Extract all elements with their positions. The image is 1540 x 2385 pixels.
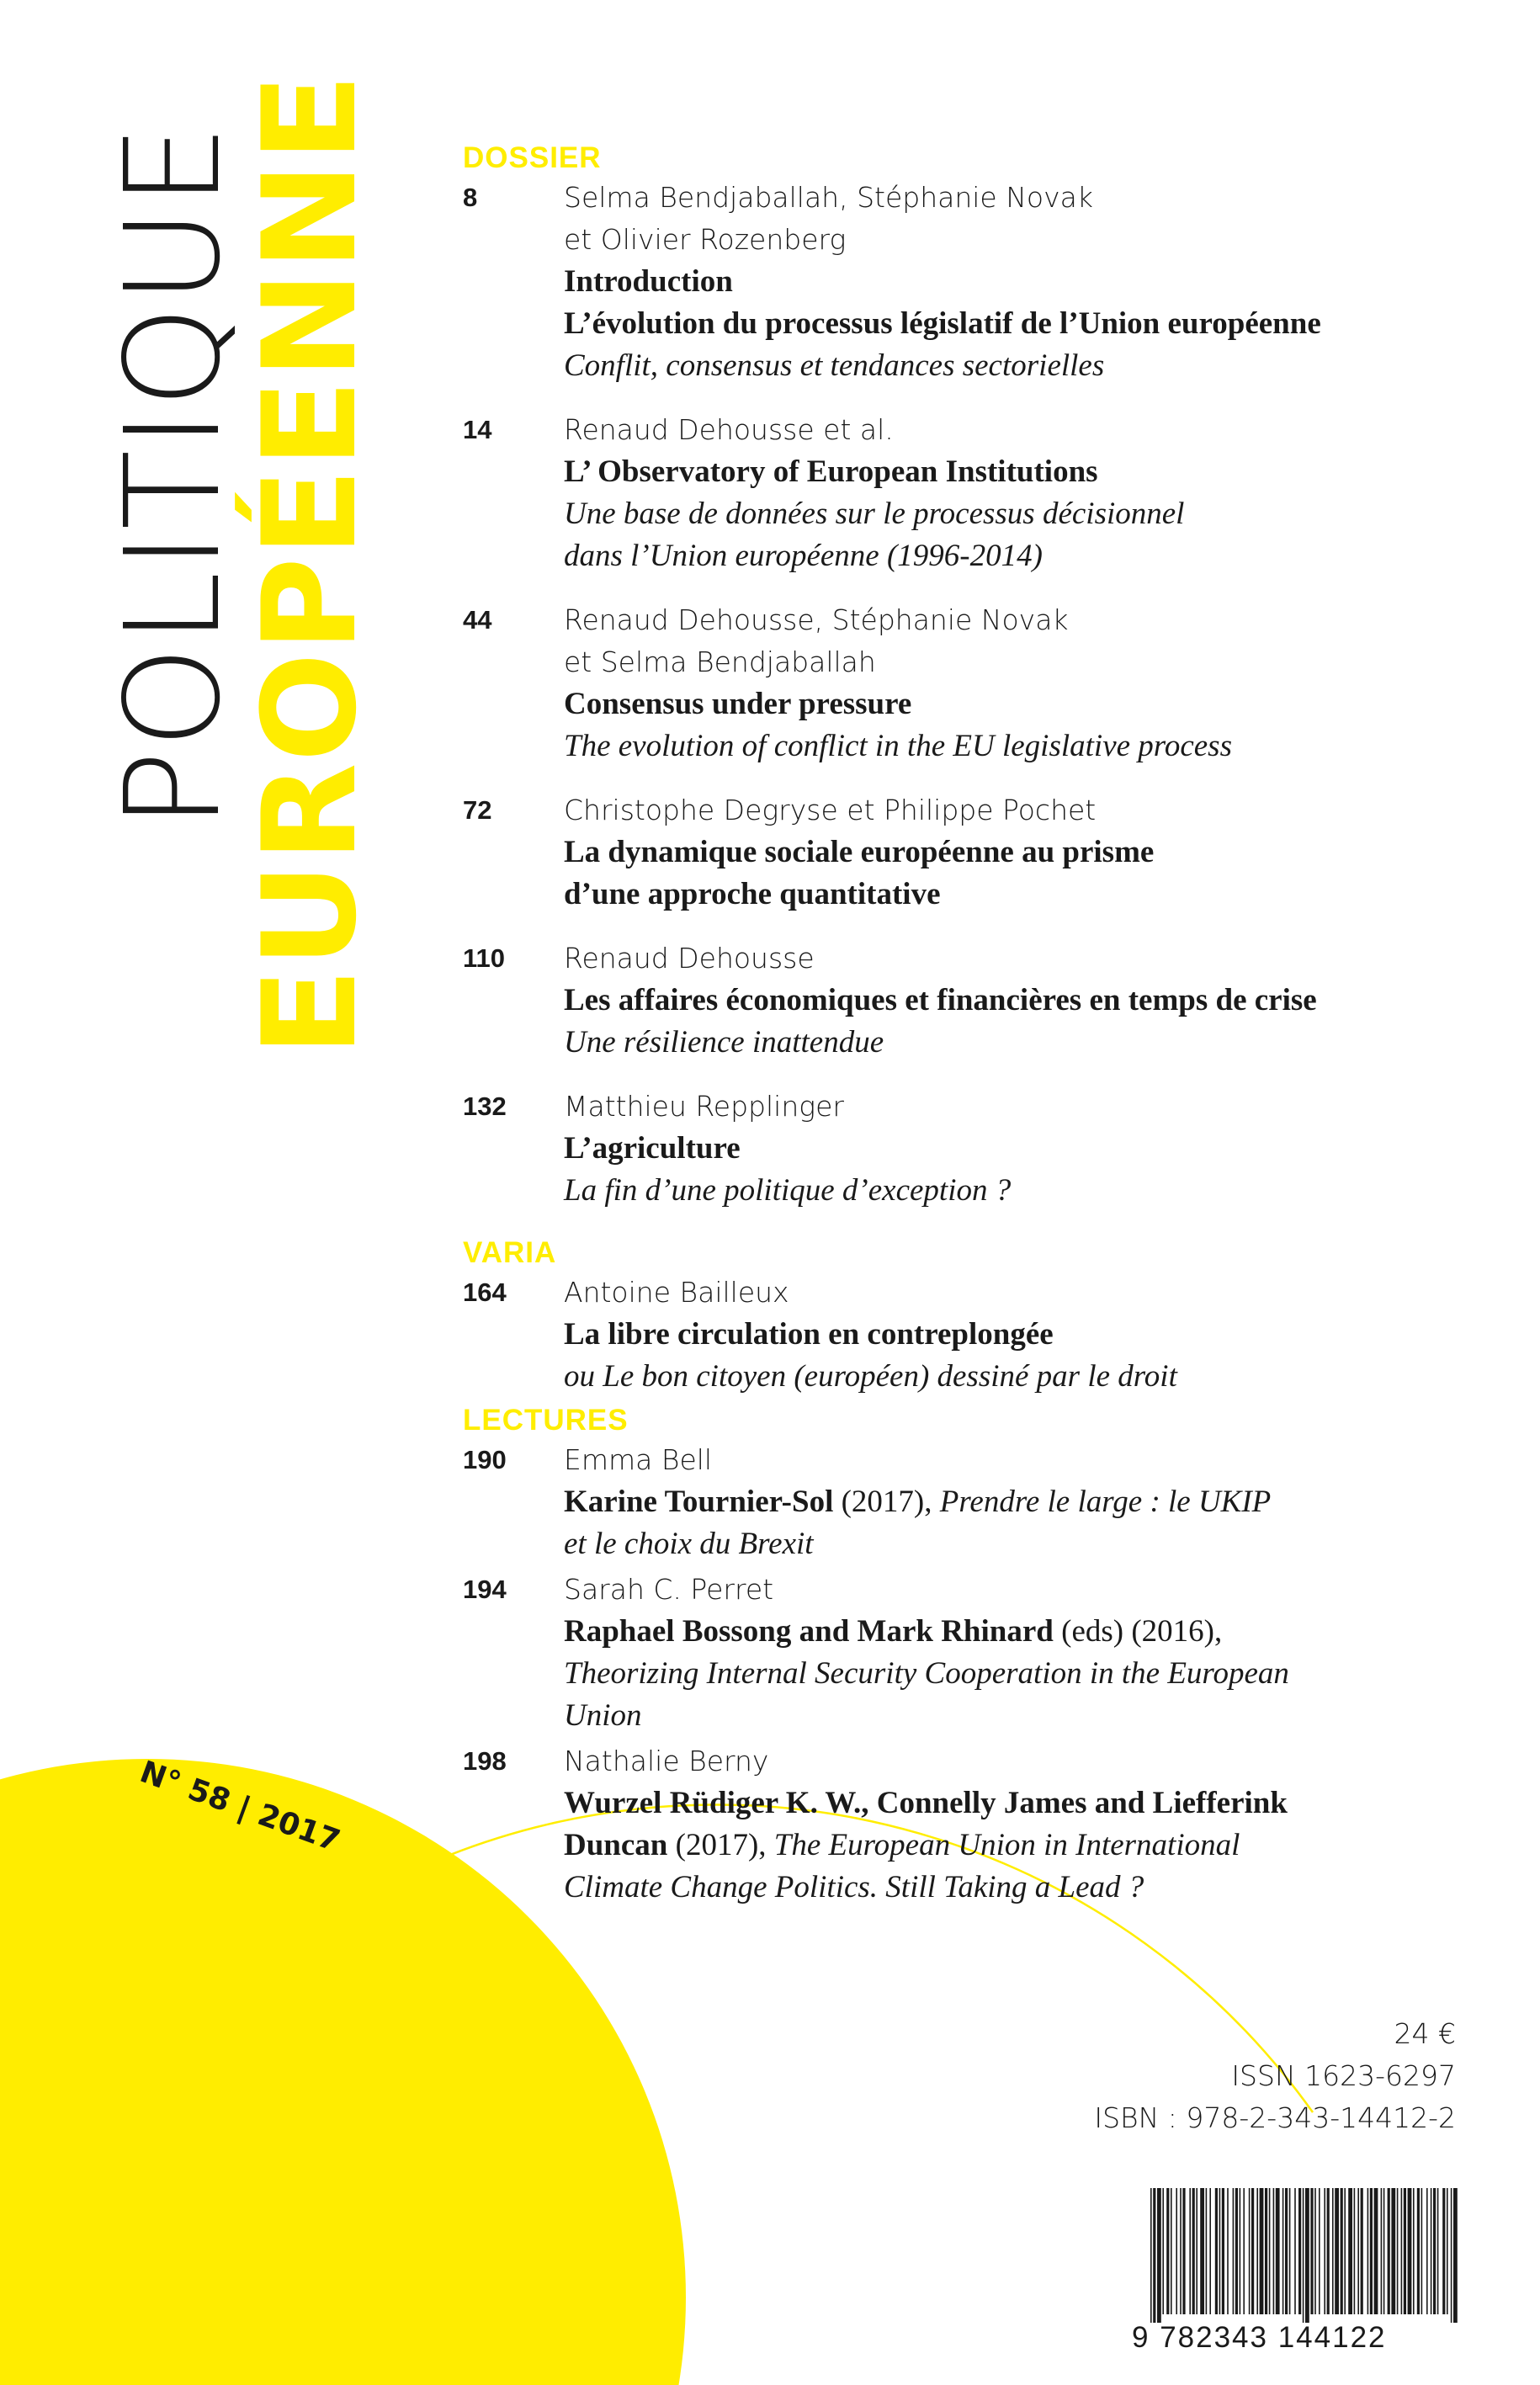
toc-entry — [463, 789, 1498, 916]
book-author: Duncan — [564, 1828, 668, 1862]
publication-meta — [1094, 2013, 1456, 2139]
barcode-bar — [1437, 2188, 1439, 2314]
book-title: Climate Change Politics. Still Taking a Lead ? — [564, 1870, 1144, 1904]
entry-body — [564, 409, 1498, 577]
reviewer-name: Emma Bell — [564, 1443, 713, 1476]
entry-body — [564, 1569, 1498, 1737]
barcode-bar — [1303, 2188, 1304, 2323]
entry-body — [564, 599, 1498, 768]
barcode-bar — [1401, 2188, 1403, 2314]
barcode-bar — [1227, 2188, 1229, 2314]
barcode-bar — [1335, 2188, 1339, 2314]
barcode-bar — [1413, 2188, 1415, 2314]
barcode-bar — [1367, 2188, 1369, 2314]
entry-body — [564, 938, 1498, 1064]
article-subtitle-line: Une base de données sur le processus décisionnel — [564, 497, 1185, 531]
reviewed-book-line — [564, 1695, 1498, 1737]
barcode-bar — [1404, 2188, 1406, 2314]
article-subtitle-line: Une résilience inattendue — [564, 1025, 884, 1060]
toc-entry — [463, 938, 1498, 1064]
article-subtitle-line: La fin d’une politique d’exception ? — [564, 1173, 1012, 1208]
toc-entry — [463, 177, 1498, 387]
book-title: Prendre le large : le UKIP — [939, 1485, 1272, 1519]
barcode-bar — [1391, 2188, 1395, 2314]
book-info: (eds) (2016), — [1053, 1614, 1223, 1649]
barcode — [1149, 2188, 1460, 2323]
issn: ISSN 1623-6297 — [1231, 2059, 1456, 2092]
barcode-bar — [1447, 2188, 1448, 2314]
reviewed-book-line — [564, 1523, 1498, 1565]
reviewer-name: Sarah C. Perret — [564, 1573, 774, 1606]
barcode-bar — [1442, 2188, 1445, 2314]
barcode-bar — [1397, 2188, 1399, 2314]
page-number: 14 — [463, 415, 492, 444]
reviewed-book-line — [564, 1611, 1498, 1653]
book-title: Union — [564, 1698, 642, 1733]
barcode-bar — [1192, 2188, 1195, 2314]
page-number: 110 — [463, 943, 506, 973]
barcode-bar — [1354, 2188, 1356, 2314]
reviewer-name: Nathalie Berny — [564, 1745, 769, 1777]
barcode-bar — [1426, 2188, 1428, 2314]
barcode-bar — [1324, 2188, 1325, 2314]
article-title-line: L’évolution du processus législatif de l’Union européenne — [564, 306, 1321, 341]
book-info: (2017), — [667, 1828, 774, 1862]
book-title: et le choix du Brexit — [564, 1527, 814, 1561]
article-title-line: La dynamique sociale européenne au prisme — [564, 835, 1155, 869]
barcode-bar — [1305, 2188, 1309, 2323]
barcode-bar — [1219, 2188, 1221, 2314]
entry-body — [564, 1439, 1498, 1565]
author-line: Antoine Bailleux — [564, 1276, 789, 1309]
page-number: 194 — [463, 1575, 507, 1604]
barcode-bar — [1189, 2188, 1191, 2314]
entry-body — [564, 1086, 1498, 1212]
barcode-bar — [1182, 2188, 1185, 2314]
author-line: Renaud Dehousse — [564, 942, 815, 975]
review-entry — [463, 1569, 1498, 1737]
barcode-bar — [1408, 2188, 1412, 2314]
barcode-bar — [1273, 2188, 1275, 2314]
barcode-bar — [1417, 2188, 1420, 2314]
barcode-bar — [1421, 2188, 1423, 2314]
entry-body — [564, 1740, 1498, 1909]
article-subtitle-line: dans l’Union européenne (1996-2014) — [564, 539, 1043, 573]
barcode-bar — [1200, 2188, 1204, 2314]
review-entry — [463, 1740, 1498, 1909]
article-title-line: La libre circulation en contreplongée — [564, 1317, 1054, 1352]
book-author: Raphael Bossong and Mark Rhinard — [564, 1614, 1054, 1649]
toc-entry — [463, 599, 1498, 768]
barcode-digits: 9 782343 144122 — [1132, 2321, 1387, 2354]
page-number: 44 — [463, 605, 492, 635]
section-label-lectures: LECTURES — [463, 1404, 629, 1437]
barcode-bar — [1294, 2188, 1296, 2314]
page-number: 8 — [463, 183, 478, 212]
barcode-bar — [1251, 2188, 1254, 2314]
entry-body — [564, 1272, 1498, 1398]
page-number: 164 — [463, 1277, 507, 1307]
barcode-bar — [1176, 2188, 1177, 2314]
barcode-bar — [1240, 2188, 1241, 2314]
barcode-bar — [1431, 2188, 1432, 2314]
barcode-bar — [1171, 2188, 1172, 2314]
barcode-bar — [1361, 2188, 1363, 2314]
barcode-bar — [1370, 2188, 1373, 2314]
barcode-bar — [1451, 2188, 1452, 2323]
barcode-bar — [1314, 2188, 1316, 2314]
article-title-line: d’une approche quantitative — [564, 877, 941, 911]
barcode-bar — [1162, 2188, 1164, 2314]
barcode-bar — [1249, 2188, 1251, 2314]
barcode-bar — [1332, 2188, 1334, 2314]
barcode-bar — [1260, 2188, 1264, 2314]
barcode-bar — [1327, 2188, 1330, 2314]
reviewed-book-line — [564, 1481, 1498, 1523]
barcode-bar — [1341, 2188, 1343, 2314]
issue-number: N° 58 | 2017 — [135, 1755, 345, 1859]
barcode-bar — [1433, 2188, 1436, 2314]
journal-title-politique: POLITIQUE — [97, 122, 249, 829]
barcode-bar — [1388, 2188, 1390, 2314]
barcode-bar — [1310, 2188, 1313, 2314]
barcode-bar — [1298, 2188, 1301, 2314]
barcode-bar — [1235, 2188, 1238, 2314]
book-title: The European Union in International — [773, 1828, 1240, 1862]
barcode-bar — [1233, 2188, 1235, 2314]
barcode-bar — [1243, 2188, 1245, 2314]
barcode-bar — [1157, 2188, 1161, 2323]
barcode-bar — [1357, 2188, 1359, 2314]
author-line: Matthieu Repplinger — [564, 1090, 844, 1123]
section-label-dossier: DOSSIER — [463, 141, 602, 174]
journal-title-europeenne: EUROPÉENNE — [236, 72, 385, 1056]
barcode-bar — [1453, 2188, 1458, 2323]
article-title-line: L’ Observatory of European Institutions — [564, 454, 1098, 489]
barcode-bar — [1276, 2188, 1280, 2314]
book-author: Karine Tournier-Sol — [564, 1485, 834, 1519]
barcode-bar — [1206, 2188, 1208, 2314]
author-line: Renaud Dehousse, Stéphanie Novak — [564, 603, 1069, 636]
author-line: et Olivier Rozenberg — [564, 223, 847, 256]
barcode-bar — [1209, 2188, 1211, 2314]
barcode-bar — [1319, 2188, 1320, 2314]
page-number: 132 — [463, 1092, 507, 1121]
barcode-bar — [1269, 2188, 1271, 2314]
article-title-line: Consensus under pressure — [564, 687, 912, 721]
barcode-bar — [1289, 2188, 1291, 2314]
toc-entry — [463, 1272, 1498, 1398]
barcode-bar — [1222, 2188, 1224, 2314]
article-subtitle-line: Conflit, consensus et tendances sectorielles — [564, 348, 1105, 383]
toc-entry — [463, 1086, 1498, 1212]
table-of-contents — [463, 139, 1498, 1912]
author-line: Selma Bendjaballah, Stéphanie Novak — [564, 181, 1093, 214]
price: 24 € — [1394, 2017, 1456, 2050]
entry-body — [564, 789, 1498, 916]
barcode-bar — [1180, 2188, 1182, 2314]
reviewed-book-line — [564, 1653, 1498, 1695]
barcode-bar — [1256, 2188, 1258, 2314]
reviewed-book-line — [564, 1867, 1498, 1909]
author-line: Renaud Dehousse et al. — [564, 413, 894, 446]
book-info: (2017), — [833, 1485, 940, 1519]
reviewed-book-line — [564, 1825, 1498, 1867]
barcode-bar — [1344, 2188, 1346, 2314]
author-line: Christophe Degryse et Philippe Pochet — [564, 794, 1097, 826]
barcode-bar — [1150, 2188, 1152, 2323]
barcode-bar — [1381, 2188, 1383, 2314]
page-number: 198 — [463, 1746, 507, 1776]
toc-entry — [463, 409, 1498, 577]
barcode-bar — [1374, 2188, 1378, 2314]
article-title-line: Les affaires économiques et financières en temps de crise — [564, 983, 1317, 1017]
book-author: Wurzel Rüdiger K. W., Connelly James and Liefferink — [564, 1786, 1288, 1820]
barcode-bar — [1383, 2188, 1385, 2314]
barcode-bar — [1215, 2188, 1218, 2314]
entry-body — [564, 177, 1498, 387]
barcode-bar — [1348, 2188, 1352, 2314]
barcode-bar — [1285, 2188, 1288, 2314]
page-number: 72 — [463, 795, 492, 825]
barcode-bar — [1166, 2188, 1169, 2314]
barcode-bar — [1153, 2188, 1155, 2323]
page-number: 190 — [463, 1445, 507, 1474]
barcode-bar — [1265, 2188, 1267, 2314]
article-subtitle-line: The evolution of conflict in the EU legislative process — [564, 729, 1232, 763]
review-entry — [463, 1439, 1498, 1565]
reviewed-book-line — [564, 1782, 1498, 1825]
article-title-line: Introduction — [564, 264, 733, 299]
barcode-bar — [1282, 2188, 1284, 2314]
article-title-line: L’agriculture — [564, 1131, 741, 1166]
article-subtitle-line: ou Le bon citoyen (européen) dessiné par le droit — [564, 1359, 1177, 1394]
book-title: Theorizing Internal Security Cooperation in the European — [564, 1656, 1289, 1691]
section-label-varia: VARIA — [463, 1236, 557, 1269]
barcode-bar — [1196, 2188, 1197, 2314]
isbn: ISBN : 978-2-343-14412-2 — [1094, 2101, 1456, 2134]
author-line: et Selma Bendjaballah — [564, 645, 876, 678]
